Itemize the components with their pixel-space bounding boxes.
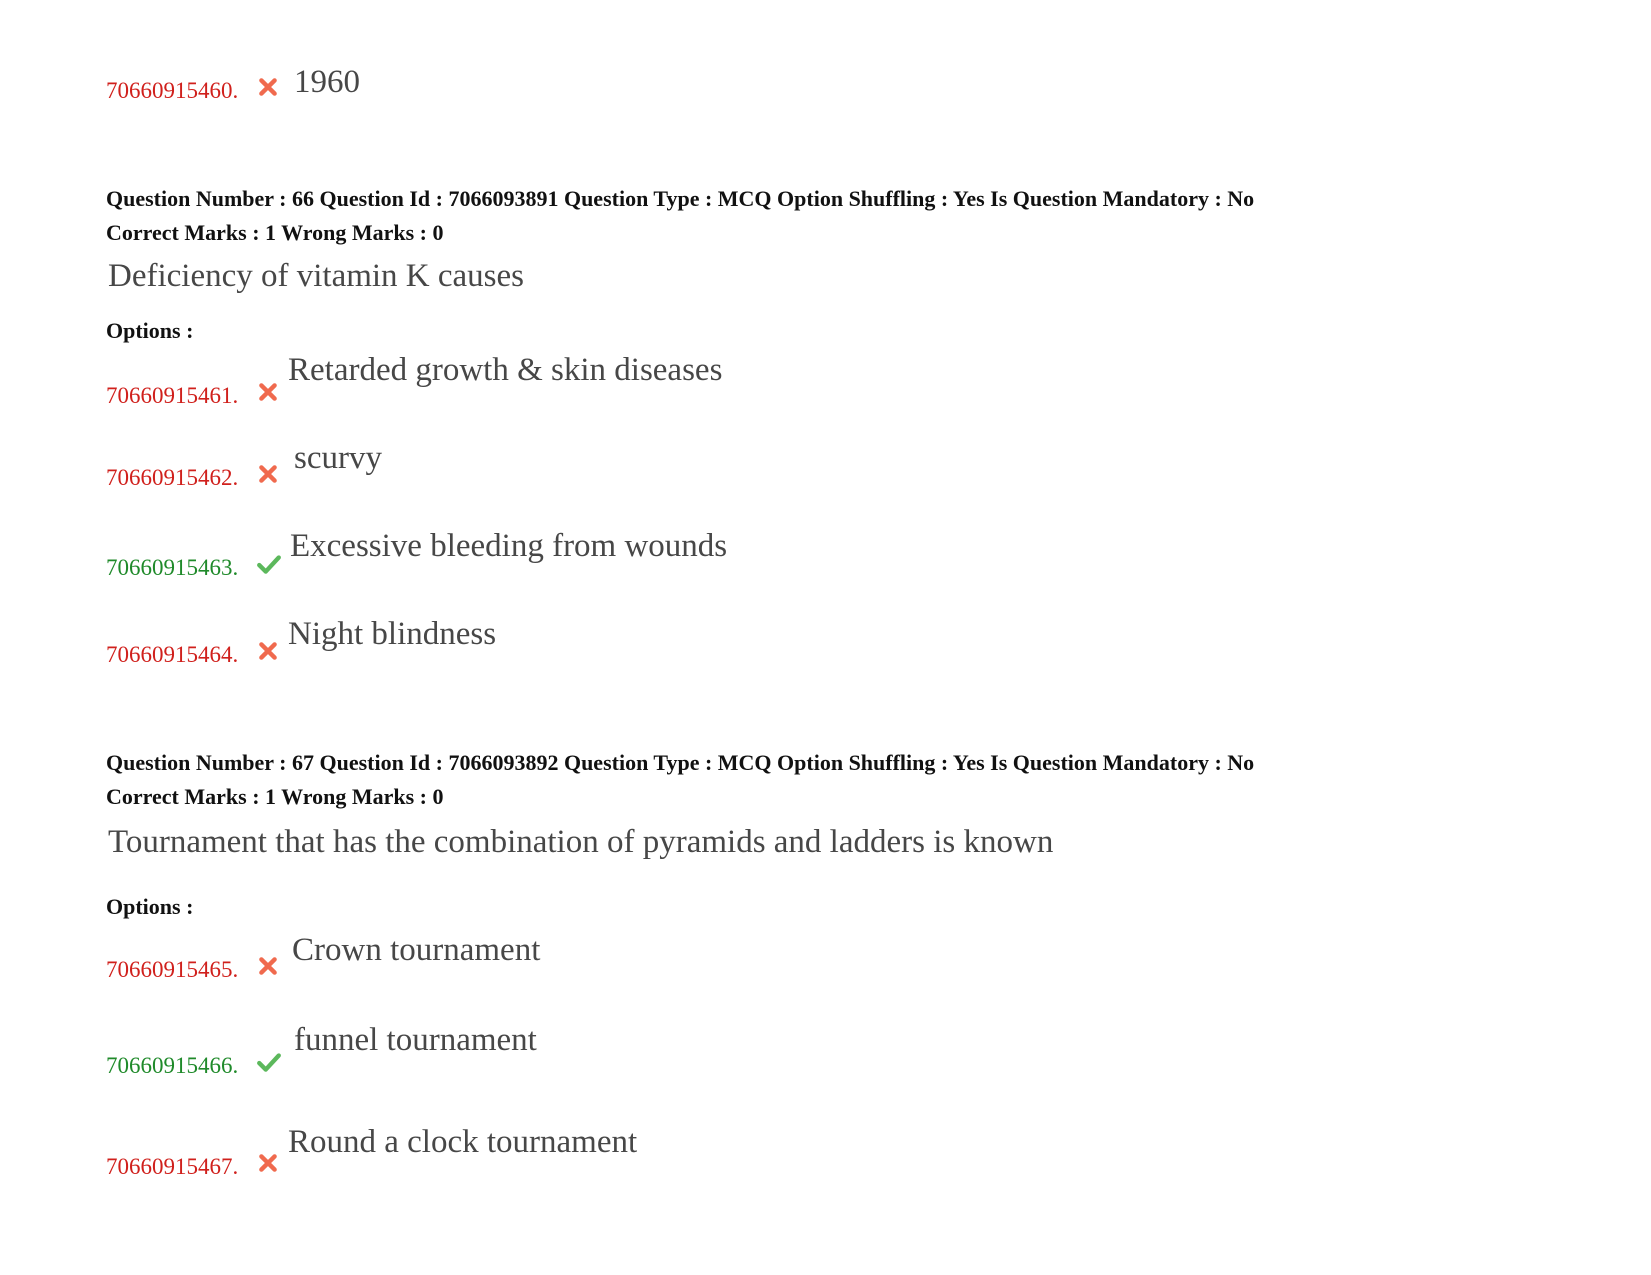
option-text: Excessive bleeding from wounds — [290, 528, 728, 564]
question-meta-line1: Question Number : 67 Question Id : 7066093892 Question Type : MCQ Option Shuffling : Yes Is Question Mandatory : No — [106, 750, 1255, 775]
option-id: 70660915466. — [106, 1053, 239, 1078]
check-icon — [256, 551, 282, 577]
question-meta-line2: Correct Marks : 1 Wrong Marks : 0 — [106, 784, 444, 809]
option-id: 70660915460. — [106, 78, 239, 103]
options-label: Options : — [106, 894, 194, 919]
option-id: 70660915467. — [106, 1154, 239, 1179]
question-meta — [106, 746, 1606, 814]
option-id: 70660915463. — [106, 555, 239, 580]
question-text: Tournament that has the combination of pyramids and ladders is known — [108, 824, 1054, 860]
check-icon — [256, 1049, 282, 1075]
option-text: Round a clock tournament — [288, 1124, 638, 1160]
option-id: 70660915465. — [106, 957, 239, 982]
cross-icon — [257, 463, 279, 485]
question-meta — [106, 182, 1606, 250]
cross-icon — [257, 381, 279, 403]
cross-icon — [257, 955, 279, 977]
option-text: Crown tournament — [292, 932, 541, 968]
cross-icon — [257, 640, 279, 662]
option-text: funnel tournament — [294, 1022, 537, 1058]
options-label: Options : — [106, 318, 194, 343]
cross-icon — [257, 1152, 279, 1174]
question-meta-line2: Correct Marks : 1 Wrong Marks : 0 — [106, 220, 444, 245]
option-id: 70660915462. — [106, 465, 239, 490]
option-text: 1960 — [294, 64, 360, 100]
option-id: 70660915464. — [106, 642, 239, 667]
option-text: scurvy — [294, 440, 382, 476]
option-text: Retarded growth & skin diseases — [288, 352, 723, 388]
option-text: Night blindness — [288, 616, 497, 652]
option-id: 70660915461. — [106, 383, 239, 408]
cross-icon — [257, 76, 279, 98]
question-text: Deficiency of vitamin K causes — [108, 258, 525, 294]
question-meta-line1: Question Number : 66 Question Id : 7066093891 Question Type : MCQ Option Shuffling : Yes Is Question Mandatory : No — [106, 186, 1255, 211]
